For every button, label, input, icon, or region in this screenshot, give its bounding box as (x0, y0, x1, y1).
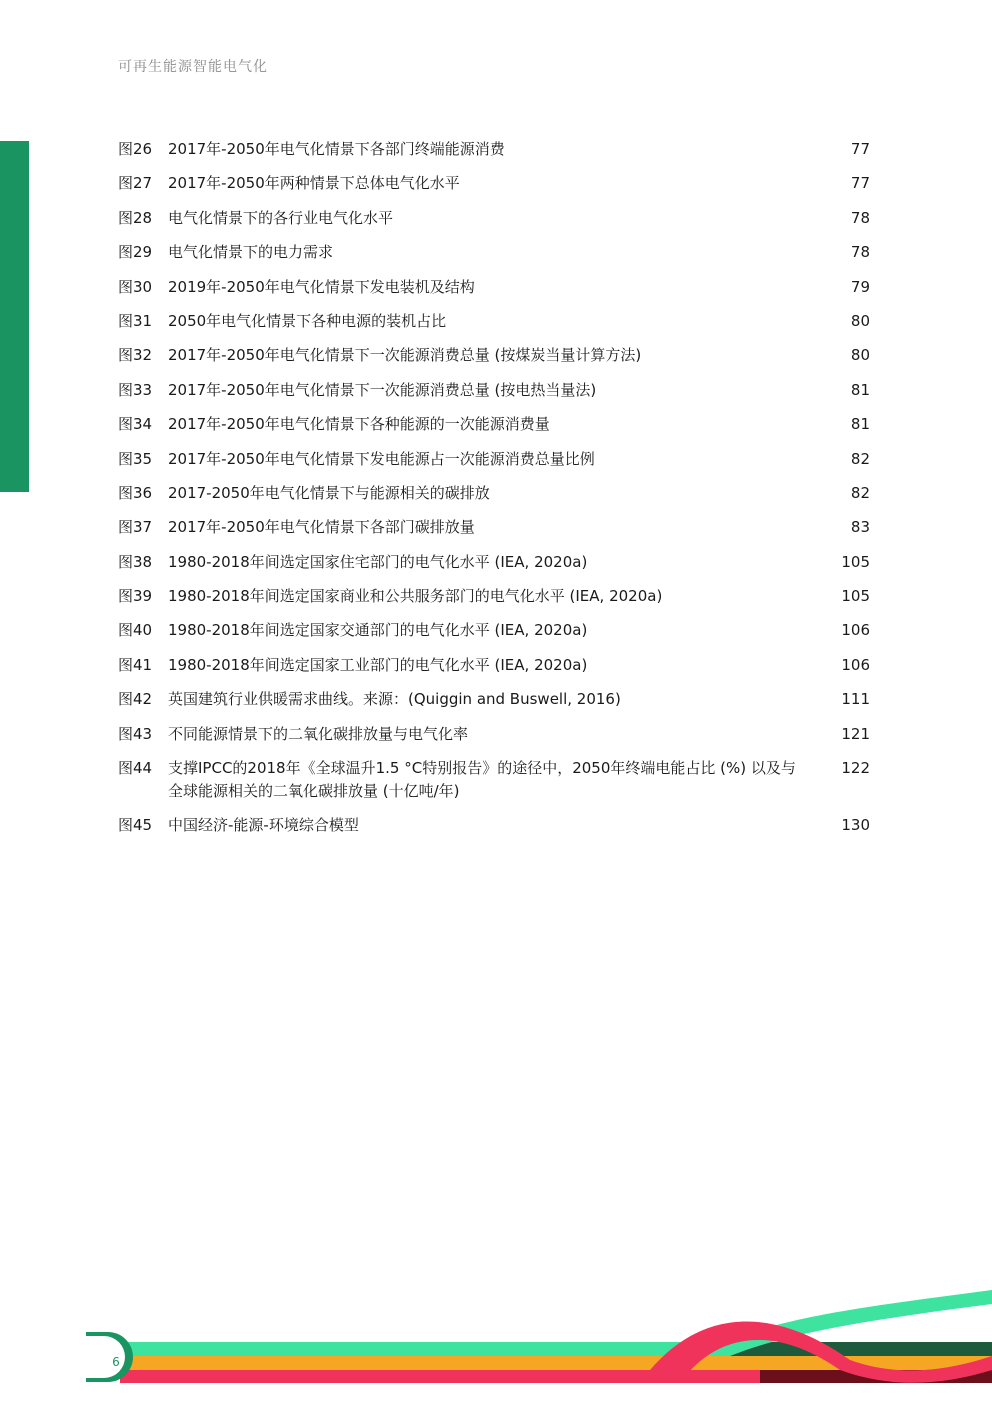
figure-title: 1980-2018年间选定国家住宅部门的电气化水平 (IEA, 2020a) (168, 552, 588, 571)
figure-number: 图32 (118, 346, 153, 365)
figure-number: 图45 (118, 816, 153, 835)
list-item[interactable] (118, 379, 870, 402)
footer-ribbons (0, 1270, 992, 1403)
page-tab-edge (0, 1332, 86, 1382)
page-ref: 80 (850, 346, 870, 365)
figure-title: 2017年-2050年电气化情景下各部门终端能源消费 (168, 140, 505, 158)
figure-list (118, 138, 870, 849)
list-item[interactable] (118, 207, 870, 230)
figure-number: 图36 (118, 483, 153, 502)
figure-number: 图29 (118, 243, 153, 262)
list-item[interactable] (118, 276, 870, 299)
page-ref: 81 (850, 415, 870, 434)
figure-title: 不同能源情景下的二氧化碳排放量与电气化率 (168, 724, 469, 743)
figure-title: 2017年-2050年两种情景下总体电气化水平 (168, 174, 460, 193)
figure-number: 图31 (118, 311, 153, 330)
page-ref: 105 (841, 552, 870, 571)
list-item[interactable] (118, 138, 870, 161)
list-item[interactable] (118, 654, 870, 677)
figure-number: 图40 (118, 621, 153, 640)
page-ref: 77 (850, 174, 870, 193)
page-ref: 77 (850, 140, 870, 158)
page-ref: 122 (841, 759, 870, 778)
figure-title: 2017年-2050年电气化情景下一次能源消费总量 (按煤炭当量计算方法) (168, 346, 642, 365)
list-item[interactable] (118, 723, 870, 746)
figure-number: 图37 (118, 518, 153, 537)
list-item[interactable] (118, 172, 870, 195)
page-ref: 130 (841, 816, 870, 835)
page-ref: 121 (841, 724, 870, 743)
figure-title: 1980-2018年间选定国家交通部门的电气化水平 (IEA, 2020a) (168, 621, 588, 640)
figure-title: 2017年-2050年电气化情景下各种能源的一次能源消费量 (168, 415, 550, 434)
figure-title: 2050年电气化情景下各种电源的装机占比 (168, 311, 447, 330)
list-item[interactable] (118, 241, 870, 264)
figure-title: 英国建筑行业供暖需求曲线。来源：(Quiggin and Buswell, 2016) (168, 690, 621, 709)
figure-title: 1980-2018年间选定国家工业部门的电气化水平 (IEA, 2020a) (168, 655, 588, 674)
figure-number: 图41 (118, 655, 153, 674)
list-item[interactable] (118, 757, 870, 803)
page-ref: 80 (850, 311, 870, 330)
figure-number: 图42 (118, 690, 153, 709)
page-ref: 78 (850, 243, 870, 262)
figure-title: 电气化情景下的电力需求 (168, 243, 334, 262)
page-ref: 106 (841, 655, 870, 674)
figure-number: 图34 (118, 415, 153, 434)
figure-number: 图26 (118, 140, 153, 158)
page-ref: 111 (841, 690, 870, 709)
running-header: 可再生能源智能电气化 (118, 59, 268, 75)
page-ref: 78 (850, 208, 870, 227)
list-item[interactable] (118, 688, 870, 711)
figure-title: 2017年-2050年电气化情景下各部门碳排放量 (168, 518, 475, 537)
figure-number: 图35 (118, 449, 153, 468)
list-item[interactable] (118, 814, 870, 837)
figure-title: 中国经济-能源-环境综合模型 (168, 816, 359, 835)
list-item[interactable] (118, 448, 870, 471)
figure-title: 电气化情景下的各行业电气化水平 (168, 208, 394, 227)
figure-title: 支撑IPCC的2018年《全球温升1.5 °C特别报告》的途径中，2050年终端电能占比 (%) 以及与全球能源相关的二氧化碳排放量 (十亿吨/年) (168, 759, 796, 801)
list-item[interactable] (118, 551, 870, 574)
side-accent-bar (0, 141, 29, 492)
figure-title: 2017年-2050年电气化情景下发电能源占一次能源消费总量比例 (168, 449, 595, 468)
list-item[interactable] (118, 585, 870, 608)
figure-number: 图27 (118, 174, 153, 193)
figure-number: 图30 (118, 277, 153, 296)
figure-number: 图33 (118, 380, 153, 399)
figure-title: 2017-2050年电气化情景下与能源相关的碳排放 (168, 483, 490, 502)
page-ref: 81 (850, 380, 870, 399)
page-ref: 79 (850, 277, 870, 296)
figure-number: 图44 (118, 759, 153, 778)
list-item[interactable] (118, 619, 870, 642)
page-number: 6 (112, 1355, 120, 1369)
figure-title: 1980-2018年间选定国家商业和公共服务部门的电气化水平 (IEA, 2020a) (168, 587, 663, 606)
list-item[interactable] (118, 516, 870, 539)
page-ref: 106 (841, 621, 870, 640)
figure-number: 图28 (118, 208, 153, 227)
figure-number: 图39 (118, 587, 153, 606)
figure-title: 2019年-2050年电气化情景下发电装机及结构 (168, 277, 475, 296)
figure-number: 图43 (118, 724, 153, 743)
list-item[interactable] (118, 413, 870, 436)
page-ref: 82 (850, 449, 870, 468)
list-item[interactable] (118, 310, 870, 333)
figure-number: 图38 (118, 552, 153, 571)
figure-title: 2017年-2050年电气化情景下一次能源消费总量 (按电热当量法) (168, 380, 597, 399)
list-item[interactable] (118, 482, 870, 505)
page-ref: 82 (850, 483, 870, 502)
page-ref: 105 (841, 587, 870, 606)
page-ref: 83 (850, 518, 870, 537)
list-item[interactable] (118, 344, 870, 367)
